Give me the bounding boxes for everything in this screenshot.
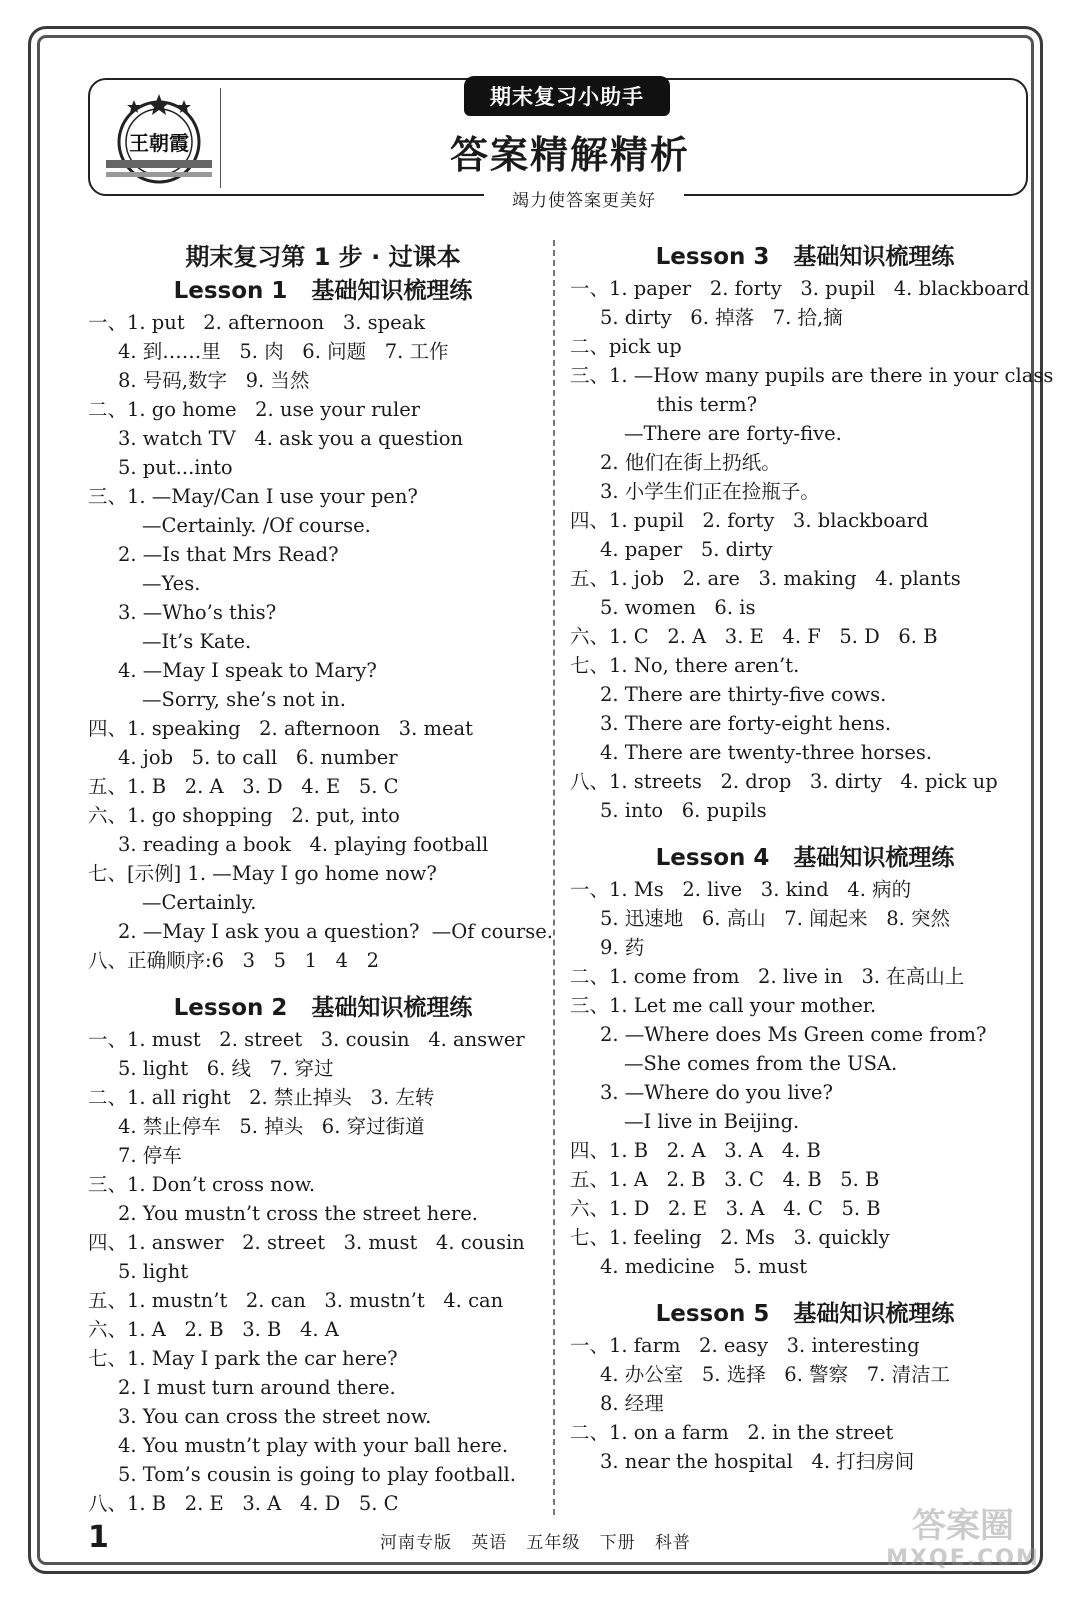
answer-line: 七、1. No, there aren’t. (570, 654, 800, 677)
answer-line: 八、1. B 2. E 3. A 4. D 5. C (88, 1492, 399, 1515)
answer-line: 4. —May I speak to Mary? (118, 659, 377, 682)
lesson-block (88, 991, 558, 1518)
lesson-title: Lesson 3 基础知识梳理练 (655, 244, 955, 270)
answer-line: 5. light 6. 线 7. 穿过 (118, 1057, 334, 1080)
header-box (88, 78, 1028, 211)
answer-line: 一、1. must 2. street 3. cousin 4. answer (88, 1028, 525, 1051)
lesson-block (570, 841, 1040, 1281)
answer-line: 3. —Who’s this? (118, 601, 277, 624)
answer-line: 4. 禁止停车 5. 掉头 6. 穿过街道 (118, 1115, 425, 1138)
answer-line: 3. near the hospital 4. 打扫房间 (600, 1450, 915, 1473)
answer-line: 六、1. C 2. A 3. E 4. F 5. D 6. B (570, 625, 938, 648)
watermark (878, 1506, 1048, 1586)
lesson-title: Lesson 4 基础知识梳理练 (655, 845, 955, 871)
answer-line: 二、1. come from 2. live in 3. 在高山上 (570, 965, 965, 988)
answer-line: 一、1. put 2. afternoon 3. speak (88, 311, 426, 334)
lesson-block (570, 1297, 1040, 1476)
answer-line: 3. reading a book 4. playing football (118, 833, 489, 856)
answer-line: 4. 办公室 5. 选择 6. 警察 7. 清洁工 (600, 1363, 951, 1386)
answer-line: 三、1. —How many pupils are there in your class (570, 364, 1054, 387)
lesson-block (570, 240, 1054, 825)
answer-line: 5. women 6. is (600, 596, 756, 619)
answer-line: 五、1. job 2. are 3. making 4. plants (570, 567, 961, 590)
answer-line: 2. —Where does Ms Green come from? (600, 1023, 987, 1046)
answer-line: 3. 小学生们正在捡瓶子。 (600, 480, 820, 503)
answer-line: 一、1. farm 2. easy 3. interesting (570, 1334, 920, 1357)
answer-line: 七、[示例] 1. —May I go home now? (88, 862, 437, 885)
answer-line: 一、1. paper 2. forty 3. pupil 4. blackboard (570, 277, 1030, 300)
answer-line: 八、正确顺序:6 3 5 1 4 2 (88, 949, 379, 972)
answer-line: —Yes. (142, 572, 201, 595)
lesson-block (88, 274, 558, 975)
answer-line: 八、1. streets 2. drop 3. dirty 4. pick up (570, 770, 998, 793)
answer-line: 四、1. B 2. A 3. A 4. B (570, 1139, 821, 1162)
lesson-title: Lesson 5 基础知识梳理练 (655, 1301, 955, 1327)
answer-line: 四、1. answer 2. street 3. must 4. cousin (88, 1231, 525, 1254)
answer-line: 2. 他们在街上扔纸。 (600, 451, 781, 474)
answer-line: 3. You can cross the street now. (118, 1405, 432, 1428)
answer-line: 2. I must turn around there. (118, 1376, 396, 1399)
answer-line: —There are forty-five. (624, 422, 842, 445)
answer-line: 5. into 6. pupils (600, 799, 767, 822)
answer-line: 5. Tom’s cousin is going to play football. (118, 1463, 516, 1486)
answer-line: 五、1. A 2. B 3. C 4. B 5. B (570, 1168, 880, 1191)
answer-line: 四、1. speaking 2. afternoon 3. meat (88, 717, 473, 740)
answer-line: —It’s Kate. (142, 630, 252, 653)
answer-line: —She comes from the USA. (624, 1052, 898, 1075)
right-lessons (570, 240, 1054, 1476)
answer-line: 六、1. go shopping 2. put, into (88, 804, 400, 827)
section-title: 期末复习第 1 步 · 过课本 (185, 243, 461, 271)
page-title: 答案精解精析 (449, 133, 690, 177)
answer-line: 3. —Where do you live? (600, 1081, 833, 1104)
logo-divider (220, 88, 221, 188)
right-column (570, 240, 1054, 1476)
answer-line: 8. 号码,数字 9. 当然 (118, 369, 310, 392)
logo-text: 王朝霞 (129, 131, 189, 155)
answer-line: —Sorry, she’s not in. (142, 688, 346, 711)
answer-line: this term? (638, 393, 758, 416)
answer-line: 4. You mustn’t play with your ball here. (118, 1434, 509, 1457)
answer-line: —Certainly. (142, 891, 257, 914)
answer-line: 5. 迅速地 6. 高山 7. 闻起来 8. 突然 (600, 907, 951, 930)
answer-line: 3. There are forty-eight hens. (600, 712, 892, 735)
answer-line: 二、1. all right 2. 禁止掉头 3. 左转 (88, 1086, 435, 1109)
answer-line: 4. job 5. to call 6. number (118, 746, 398, 769)
answer-line: 2. There are thirty-five cows. (600, 683, 887, 706)
watermark-line1: 答案圈 (912, 1506, 1014, 1546)
answer-line: 4. paper 5. dirty (600, 538, 773, 561)
answer-line: 四、1. pupil 2. forty 3. blackboard (570, 509, 929, 532)
answer-line: 三、1. Let me call your mother. (570, 994, 877, 1017)
answer-line: 2. —May I ask you a question? —Of course. (118, 920, 553, 943)
answer-line: 五、1. B 2. A 3. D 4. E 5. C (88, 775, 399, 798)
answer-line: 二、pick up (570, 335, 682, 358)
publisher-logo (104, 90, 214, 190)
answer-line: 4. There are twenty-three horses. (600, 741, 933, 764)
answer-line: 二、1. go home 2. use your ruler (88, 398, 421, 421)
answer-line: 5. put...into (118, 456, 233, 479)
answer-line: 2. You mustn’t cross the street here. (118, 1202, 478, 1225)
footer-info: 河南专版 英语 五年级 下册 科普 (380, 1533, 691, 1553)
answer-line: 七、1. feeling 2. Ms 3. quickly (570, 1226, 890, 1249)
answer-line: 六、1. A 2. B 3. B 4. A (88, 1318, 339, 1341)
answer-line: 2. —Is that Mrs Read? (118, 543, 339, 566)
answer-line: 六、1. D 2. E 3. A 4. C 5. B (570, 1197, 881, 1220)
answer-line: 7. 停车 (118, 1144, 182, 1167)
answer-line: 一、1. Ms 2. live 3. kind 4. 病的 (570, 878, 912, 901)
lesson-title: Lesson 2 基础知识梳理练 (173, 995, 473, 1021)
header-slogan: 竭力使答案更美好 (484, 186, 684, 211)
answer-line: 三、1. —May/Can I use your pen? (88, 485, 418, 508)
left-column (88, 240, 558, 1518)
lesson-title: Lesson 1 基础知识梳理练 (173, 278, 473, 304)
answer-line: 二、1. on a farm 2. in the street (570, 1421, 894, 1444)
answer-line: 8. 经理 (600, 1392, 664, 1415)
left-lessons (88, 274, 558, 1518)
answer-line: 4. 到……里 5. 肉 6. 问题 7. 工作 (118, 340, 449, 363)
answer-line: 5. dirty 6. 掉落 7. 拾,摘 (600, 306, 843, 329)
answer-line: 五、1. mustn’t 2. can 3. mustn’t 4. can (88, 1289, 504, 1312)
answer-line: —I live in Beijing. (624, 1110, 800, 1133)
answer-line: 9. 药 (600, 936, 645, 959)
answer-line: 七、1. May I park the car here? (88, 1347, 398, 1370)
answer-line: —Certainly. /Of course. (142, 514, 371, 537)
header-badge: 期末复习小助手 (464, 76, 670, 116)
page-header (88, 78, 1028, 210)
answer-line: 5. light (118, 1260, 189, 1283)
answer-line: 三、1. Don’t cross now. (88, 1173, 316, 1196)
watermark-line2: MXQE.COM (886, 1546, 1040, 1571)
answer-line: 4. medicine 5. must (600, 1255, 808, 1278)
page-number: 1 (88, 1520, 109, 1555)
answer-line: 3. watch TV 4. ask you a question (118, 427, 464, 450)
